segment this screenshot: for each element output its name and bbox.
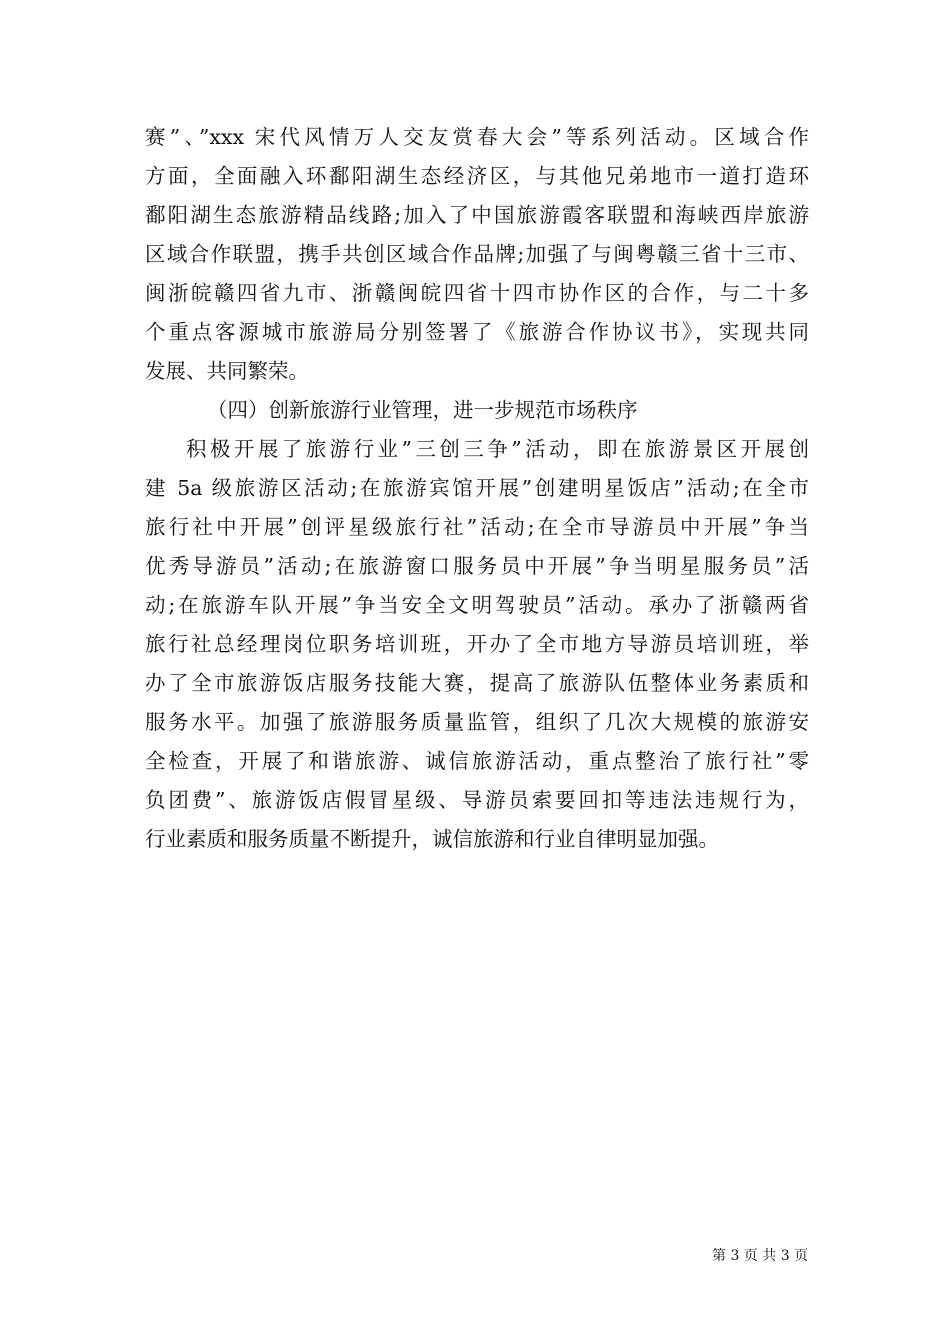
paragraph-line: 方面，全面融入环鄱阳湖生态经济区，与其他兄弟地市一道打造环 xyxy=(145,164,809,188)
paragraph-line: 服务水平。加强了旅游服务质量监管，组织了几次大规模的旅游安 xyxy=(145,710,809,734)
paragraph-line: 赛”、”xxx 宋代风情万人交友赏春大会”等系列活动。区域合作 xyxy=(145,125,809,149)
paragraph-industry-management xyxy=(145,430,809,859)
paragraph-line: 闽浙皖赣四省九市、浙赣闽皖四省十四市协作区的合作，与二十多 xyxy=(145,281,809,305)
paragraph-line: 区域合作联盟，携手共创区域合作品牌;加强了与闽粤赣三省十三市、 xyxy=(145,242,809,266)
page-number-footer: 第 3 页 共 3 页 xyxy=(712,1248,809,1264)
paragraph-line: 鄱阳湖生态旅游精品线路;加入了中国旅游霞客联盟和海峡西岸旅游 xyxy=(145,203,809,227)
paragraph-line: 负团费”、旅游饭店假冒星级、导游员索要回扣等违法违规行为， xyxy=(145,788,809,812)
paragraph-line: 优秀导游员”活动;在旅游窗口服务员中开展”争当明星服务员”活 xyxy=(145,554,809,578)
paragraph-line: 发展、共同繁荣。 xyxy=(145,359,309,383)
paragraph-line: 建 5a 级旅游区活动;在旅游宾馆开展”创建明星饭店”活动;在全市 xyxy=(145,476,809,500)
paragraph-line: 办了全市旅游饭店服务技能大赛，提高了旅游队伍整体业务素质和 xyxy=(145,671,809,695)
paragraph-line: 动;在旅游车队开展”争当安全文明驾驶员”活动。承办了浙赣两省 xyxy=(145,593,809,617)
paragraph-line: 全检查，开展了和谐旅游、诚信旅游活动，重点整治了旅行社”零 xyxy=(145,749,809,773)
paragraph-line: 积极开展了旅游行业”三创三争”活动，即在旅游景区开展创 xyxy=(186,437,809,461)
paragraph-line: 行业素质和服务质量不断提升，诚信旅游和行业自律明显加强。 xyxy=(145,827,719,851)
paragraph-line: 旅行社总经理岗位职务培训班，开办了全市地方导游员培训班，举 xyxy=(145,632,809,656)
section-heading: （四）创新旅游行业管理，进一步规范市场秩序 xyxy=(207,398,638,422)
paragraph-line: 旅行社中开展”创评星级旅行社”活动;在全市导游员中开展”争当 xyxy=(145,515,809,539)
document-body xyxy=(145,118,809,859)
paragraph-regional-cooperation xyxy=(145,118,809,391)
paragraph-line: 个重点客源城市旅游局分别签署了《旅游合作协议书》，实现共同 xyxy=(145,320,809,344)
